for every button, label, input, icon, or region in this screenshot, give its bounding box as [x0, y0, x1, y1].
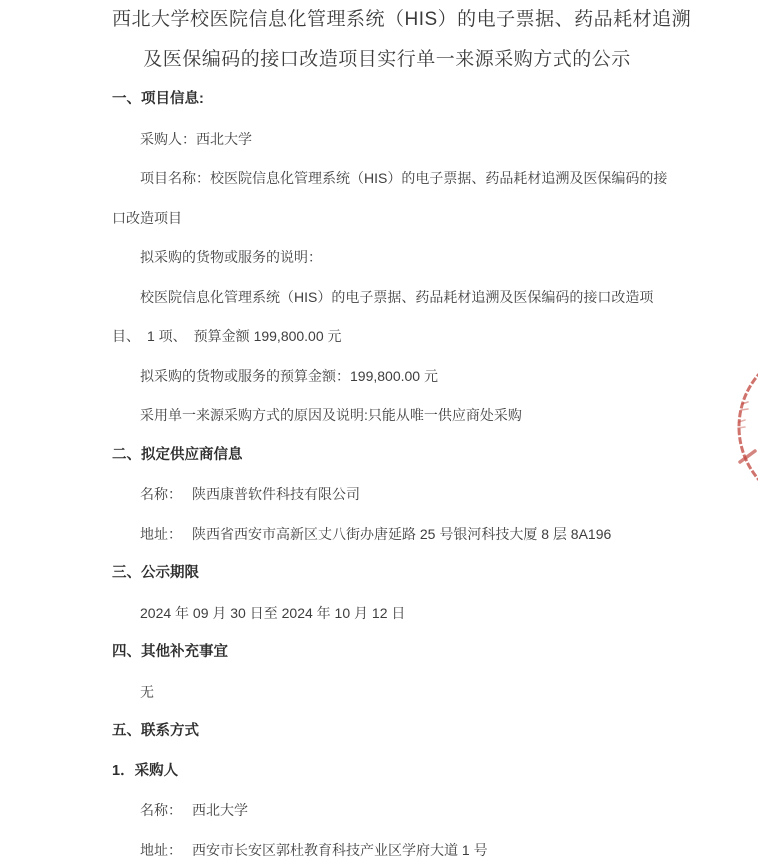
document-title-line-2: 及医保编码的接口改造项目实行单一来源采购方式的公示	[143, 49, 631, 70]
contact-buyer-address-value: 西安市长安区郭杜教育科技产业区学府大道 1 号	[192, 841, 488, 858]
section-heading-contact: 五、联系方式	[112, 723, 199, 739]
section-heading-supplier: 二、拟定供应商信息	[112, 446, 243, 463]
section-heading-project-info: 一、项目信息:	[112, 91, 204, 107]
single-source-reason-line: 采用单一来源采购方式的原因及说明:只能从唯一供应商处采购	[140, 407, 522, 423]
section-heading-other-matters: 四、其他补充事宜	[112, 644, 228, 660]
contact-buyer-heading: 1．采购人	[112, 762, 179, 779]
contact-buyer-name-value: 西北大学	[192, 802, 248, 818]
contact-buyer-address-label: 地址：	[140, 841, 182, 858]
buyer-line: 采购人：西北大学	[140, 130, 252, 147]
goods-description-line-1: 校医院信息化管理系统（HIS）的电子票据、药品耗材追溯及医保编码的接口改造项	[140, 288, 654, 305]
goods-description-line-2: 目、 1 项、 预算金额 199,800.00 元	[112, 328, 342, 344]
supplier-address-line	[112, 515, 662, 555]
red-official-seal-icon	[718, 340, 758, 520]
supplier-address-label: 地址：	[140, 525, 182, 542]
supplier-name-line	[112, 475, 662, 515]
contact-buyer-address-line	[112, 831, 662, 868]
contact-buyer-name-label: 名称：	[140, 802, 182, 818]
project-name-line-1: 项目名称：校医院信息化管理系统（HIS）的电子票据、药品耗材追溯及医保编码的接	[140, 170, 668, 186]
section-heading-publicity-period: 三、公示期限	[112, 565, 199, 581]
budget-line: 拟采购的货物或服务的预算金额：199,800.00 元	[140, 367, 438, 384]
goods-description-label: 拟采购的货物或服务的说明：	[140, 249, 322, 265]
contact-buyer-name-line	[112, 791, 662, 831]
document-title-line-1: 西北大学校医院信息化管理系统（HIS）的电子票据、药品耗材追溯	[112, 9, 692, 30]
publicity-period-dates: 2024 年 09 月 30 日至 2024 年 10 月 12 日	[140, 604, 406, 621]
supplier-address-value: 陕西省西安市高新区丈八街办唐延路 25 号银河科技大厦 8 层 8A196	[192, 525, 612, 542]
other-matters-value: 无	[140, 683, 154, 700]
project-name-line-2: 口改造项目	[112, 209, 182, 226]
supplier-name-value: 陕西康普软件科技有限公司	[192, 486, 360, 502]
supplier-name-label: 名称：	[140, 486, 182, 502]
document-title	[112, 0, 692, 80]
